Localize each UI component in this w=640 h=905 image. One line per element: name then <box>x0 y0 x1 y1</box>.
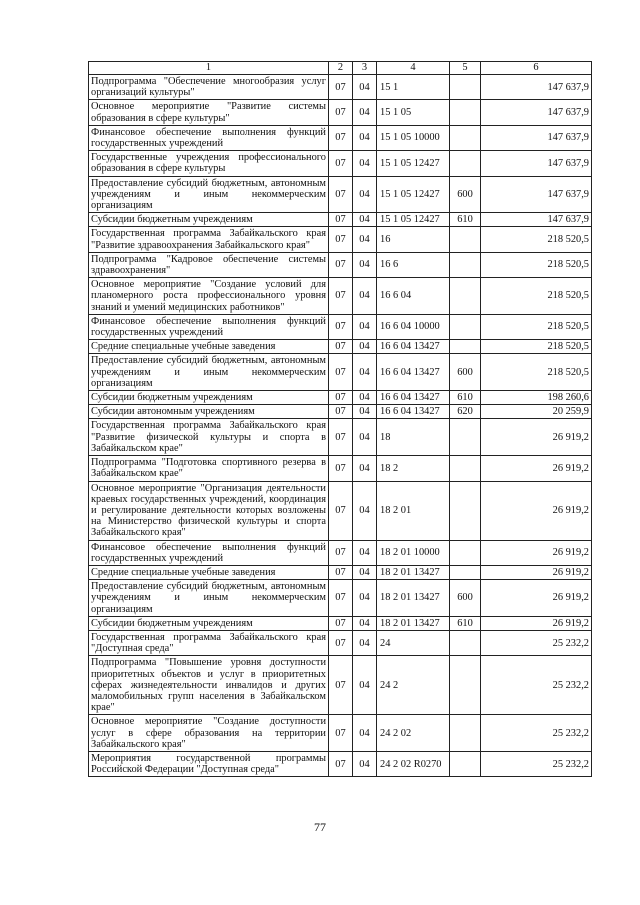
row-amount-cell: 25 232,2 <box>481 630 592 655</box>
row-name-cell: Основное мероприятие "Создание доступности услуг в сфере образования на территории Забайкальского края" <box>89 715 329 752</box>
row-name-cell: Основное мероприятие "Развитие системы образования в сфере культуры" <box>89 100 329 125</box>
row-section-cell: 07 <box>329 751 353 776</box>
row-amount-cell: 26 919,2 <box>481 580 592 617</box>
column-header: 5 <box>450 62 481 75</box>
row-section-cell: 07 <box>329 340 353 354</box>
row-subsection-cell: 04 <box>353 227 377 252</box>
row-section-cell: 07 <box>329 213 353 227</box>
row-name-cell: Государственная программа Забайкальского края "Развитие физической культуры и спорта в Забайкальском крае" <box>89 419 329 456</box>
table-row <box>89 227 592 252</box>
row-section-cell: 07 <box>329 278 353 315</box>
row-subsection-cell: 04 <box>353 213 377 227</box>
row-amount-cell: 218 520,5 <box>481 340 592 354</box>
row-section-cell: 07 <box>329 391 353 405</box>
table-row <box>89 565 592 579</box>
row-expense-type-cell <box>450 540 481 565</box>
table-row <box>89 751 592 776</box>
row-section-cell: 07 <box>329 227 353 252</box>
row-section-cell: 07 <box>329 75 353 100</box>
row-target-code-cell: 18 2 01 13427 <box>377 580 450 617</box>
row-target-code-cell: 18 2 01 13427 <box>377 616 450 630</box>
row-subsection-cell: 04 <box>353 405 377 419</box>
row-expense-type-cell <box>450 419 481 456</box>
row-expense-type-cell: 620 <box>450 405 481 419</box>
row-expense-type-cell <box>450 151 481 176</box>
table-row <box>89 252 592 277</box>
table-row <box>89 656 592 715</box>
row-expense-type-cell <box>450 75 481 100</box>
row-target-code-cell: 24 2 02 R0270 <box>377 751 450 776</box>
row-subsection-cell: 04 <box>353 565 377 579</box>
table-row <box>89 630 592 655</box>
row-amount-cell: 218 520,5 <box>481 252 592 277</box>
row-subsection-cell: 04 <box>353 252 377 277</box>
row-subsection-cell: 04 <box>353 354 377 391</box>
row-name-cell: Государственная программа Забайкальского края "Доступная среда" <box>89 630 329 655</box>
row-section-cell: 07 <box>329 354 353 391</box>
row-section-cell: 07 <box>329 456 353 481</box>
row-name-cell: Средние специальные учебные заведения <box>89 340 329 354</box>
row-target-code-cell: 24 2 02 <box>377 715 450 752</box>
row-amount-cell: 218 520,5 <box>481 314 592 339</box>
row-expense-type-cell: 610 <box>450 616 481 630</box>
row-expense-type-cell: 610 <box>450 213 481 227</box>
row-name-cell: Субсидии бюджетным учреждениям <box>89 391 329 405</box>
row-section-cell: 07 <box>329 630 353 655</box>
row-target-code-cell: 18 2 01 10000 <box>377 540 450 565</box>
column-header: 2 <box>329 62 353 75</box>
table-row <box>89 419 592 456</box>
table-row <box>89 176 592 213</box>
row-amount-cell: 147 637,9 <box>481 75 592 100</box>
row-section-cell: 07 <box>329 151 353 176</box>
row-subsection-cell: 04 <box>353 151 377 176</box>
row-expense-type-cell <box>450 314 481 339</box>
row-expense-type-cell <box>450 227 481 252</box>
row-amount-cell: 26 919,2 <box>481 481 592 540</box>
row-target-code-cell: 18 <box>377 419 450 456</box>
row-section-cell: 07 <box>329 419 353 456</box>
row-section-cell: 07 <box>329 176 353 213</box>
row-expense-type-cell <box>450 481 481 540</box>
row-target-code-cell: 16 6 <box>377 252 450 277</box>
row-subsection-cell: 04 <box>353 481 377 540</box>
row-target-code-cell: 16 6 04 <box>377 278 450 315</box>
row-name-cell: Подпрограмма "Обеспечение многообразия услуг организаций культуры" <box>89 75 329 100</box>
row-target-code-cell: 16 6 04 13427 <box>377 340 450 354</box>
table-row <box>89 314 592 339</box>
row-name-cell: Средние специальные учебные заведения <box>89 565 329 579</box>
table-row <box>89 391 592 405</box>
row-name-cell: Подпрограмма "Подготовка спортивного резерва в Забайкальском крае" <box>89 456 329 481</box>
row-subsection-cell: 04 <box>353 616 377 630</box>
table-row <box>89 481 592 540</box>
row-subsection-cell: 04 <box>353 340 377 354</box>
row-section-cell: 07 <box>329 565 353 579</box>
row-target-code-cell: 18 2 01 <box>377 481 450 540</box>
page-number: 77 <box>314 820 326 834</box>
row-expense-type-cell: 600 <box>450 354 481 391</box>
row-section-cell: 07 <box>329 616 353 630</box>
table-row <box>89 580 592 617</box>
row-subsection-cell: 04 <box>353 630 377 655</box>
row-section-cell: 07 <box>329 252 353 277</box>
row-subsection-cell: 04 <box>353 391 377 405</box>
row-amount-cell: 26 919,2 <box>481 419 592 456</box>
row-subsection-cell: 04 <box>353 278 377 315</box>
row-expense-type-cell <box>450 100 481 125</box>
column-header: 1 <box>89 62 329 75</box>
table-header-row <box>89 62 592 75</box>
row-expense-type-cell: 600 <box>450 580 481 617</box>
row-target-code-cell: 24 <box>377 630 450 655</box>
row-amount-cell: 218 520,5 <box>481 354 592 391</box>
row-subsection-cell: 04 <box>353 75 377 100</box>
row-amount-cell: 26 919,2 <box>481 565 592 579</box>
row-target-code-cell: 15 1 05 12427 <box>377 151 450 176</box>
table-row <box>89 540 592 565</box>
row-section-cell: 07 <box>329 580 353 617</box>
row-target-code-cell: 15 1 05 12427 <box>377 176 450 213</box>
row-amount-cell: 218 520,5 <box>481 227 592 252</box>
row-section-cell: 07 <box>329 656 353 715</box>
row-amount-cell: 147 637,9 <box>481 176 592 213</box>
row-subsection-cell: 04 <box>353 176 377 213</box>
row-expense-type-cell <box>450 125 481 150</box>
table-row <box>89 616 592 630</box>
row-name-cell: Финансовое обеспечение выполнения функций государственных учреждений <box>89 125 329 150</box>
budget-table <box>88 61 592 777</box>
row-section-cell: 07 <box>329 715 353 752</box>
row-expense-type-cell <box>450 456 481 481</box>
row-name-cell: Предоставление субсидий бюджетным, автономным учреждениям и иным некоммерческим организациям <box>89 176 329 213</box>
row-amount-cell: 147 637,9 <box>481 213 592 227</box>
row-amount-cell: 147 637,9 <box>481 125 592 150</box>
row-name-cell: Субсидии бюджетным учреждениям <box>89 213 329 227</box>
table-row <box>89 100 592 125</box>
table-row <box>89 715 592 752</box>
column-header: 3 <box>353 62 377 75</box>
row-section-cell: 07 <box>329 314 353 339</box>
row-target-code-cell: 16 6 04 10000 <box>377 314 450 339</box>
table-row <box>89 213 592 227</box>
row-expense-type-cell <box>450 630 481 655</box>
row-amount-cell: 147 637,9 <box>481 151 592 176</box>
row-target-code-cell: 24 2 <box>377 656 450 715</box>
table-row <box>89 75 592 100</box>
row-target-code-cell: 16 6 04 13427 <box>377 391 450 405</box>
row-subsection-cell: 04 <box>353 100 377 125</box>
row-expense-type-cell <box>450 565 481 579</box>
row-amount-cell: 25 232,2 <box>481 715 592 752</box>
row-subsection-cell: 04 <box>353 419 377 456</box>
row-name-cell: Субсидии автономным учреждениям <box>89 405 329 419</box>
row-section-cell: 07 <box>329 100 353 125</box>
row-expense-type-cell: 600 <box>450 176 481 213</box>
row-target-code-cell: 16 6 04 13427 <box>377 354 450 391</box>
row-subsection-cell: 04 <box>353 656 377 715</box>
row-section-cell: 07 <box>329 125 353 150</box>
row-subsection-cell: 04 <box>353 580 377 617</box>
row-amount-cell: 20 259,9 <box>481 405 592 419</box>
row-subsection-cell: 04 <box>353 314 377 339</box>
row-amount-cell: 26 919,2 <box>481 616 592 630</box>
row-target-code-cell: 15 1 05 <box>377 100 450 125</box>
row-name-cell: Финансовое обеспечение выполнения функций государственных учреждений <box>89 540 329 565</box>
row-name-cell: Основное мероприятие "Организация деятельности краевых государственных учреждений, координация и регулирование деятельности которых возложены на Министерство физической культуры и спорта Забайкальского края" <box>89 481 329 540</box>
row-target-code-cell: 15 1 05 10000 <box>377 125 450 150</box>
row-amount-cell: 147 637,9 <box>481 100 592 125</box>
row-amount-cell: 26 919,2 <box>481 540 592 565</box>
row-target-code-cell: 15 1 <box>377 75 450 100</box>
table-row <box>89 405 592 419</box>
row-expense-type-cell <box>450 751 481 776</box>
row-target-code-cell: 16 <box>377 227 450 252</box>
row-name-cell: Предоставление субсидий бюджетным, автономным учреждениям и иным некоммерческим организациям <box>89 580 329 617</box>
row-name-cell: Субсидии бюджетным учреждениям <box>89 616 329 630</box>
table-row <box>89 125 592 150</box>
row-subsection-cell: 04 <box>353 456 377 481</box>
table-row <box>89 278 592 315</box>
row-amount-cell: 25 232,2 <box>481 656 592 715</box>
row-name-cell: Государственная программа Забайкальского края "Развитие здравоохранения Забайкальского края" <box>89 227 329 252</box>
row-subsection-cell: 04 <box>353 540 377 565</box>
row-target-code-cell: 15 1 05 12427 <box>377 213 450 227</box>
row-section-cell: 07 <box>329 405 353 419</box>
column-header: 4 <box>377 62 450 75</box>
row-name-cell: Предоставление субсидий бюджетным, автономным учреждениям и иным некоммерческим организациям <box>89 354 329 391</box>
row-section-cell: 07 <box>329 540 353 565</box>
row-expense-type-cell <box>450 715 481 752</box>
row-expense-type-cell: 610 <box>450 391 481 405</box>
row-target-code-cell: 18 2 <box>377 456 450 481</box>
row-name-cell: Подпрограмма "Кадровое обеспечение системы здравоохранения" <box>89 252 329 277</box>
row-amount-cell: 25 232,2 <box>481 751 592 776</box>
row-expense-type-cell <box>450 340 481 354</box>
row-expense-type-cell <box>450 656 481 715</box>
row-amount-cell: 26 919,2 <box>481 456 592 481</box>
row-name-cell: Основное мероприятие "Создание условий для планомерного роста профессионального уровня знаний и умений медицинских работников" <box>89 278 329 315</box>
row-subsection-cell: 04 <box>353 125 377 150</box>
row-target-code-cell: 18 2 01 13427 <box>377 565 450 579</box>
table-row <box>89 340 592 354</box>
row-name-cell: Финансовое обеспечение выполнения функций государственных учреждений <box>89 314 329 339</box>
row-target-code-cell: 16 6 04 13427 <box>377 405 450 419</box>
row-amount-cell: 218 520,5 <box>481 278 592 315</box>
row-name-cell: Мероприятия государственной программы Российской Федерации "Доступная среда" <box>89 751 329 776</box>
row-section-cell: 07 <box>329 481 353 540</box>
table-row <box>89 354 592 391</box>
row-amount-cell: 198 260,6 <box>481 391 592 405</box>
row-name-cell: Подпрограмма "Повышение уровня доступности приоритетных объектов и услуг в приоритетных сферах жизнедеятельности инвалидов и других маломобильных групп населения в Забайкальском крае" <box>89 656 329 715</box>
column-header: 6 <box>481 62 592 75</box>
row-expense-type-cell <box>450 278 481 315</box>
table-row <box>89 151 592 176</box>
table-body <box>89 75 592 777</box>
row-name-cell: Государственные учреждения профессионального образования в сфере культуры <box>89 151 329 176</box>
table-row <box>89 456 592 481</box>
row-expense-type-cell <box>450 252 481 277</box>
row-subsection-cell: 04 <box>353 751 377 776</box>
row-subsection-cell: 04 <box>353 715 377 752</box>
